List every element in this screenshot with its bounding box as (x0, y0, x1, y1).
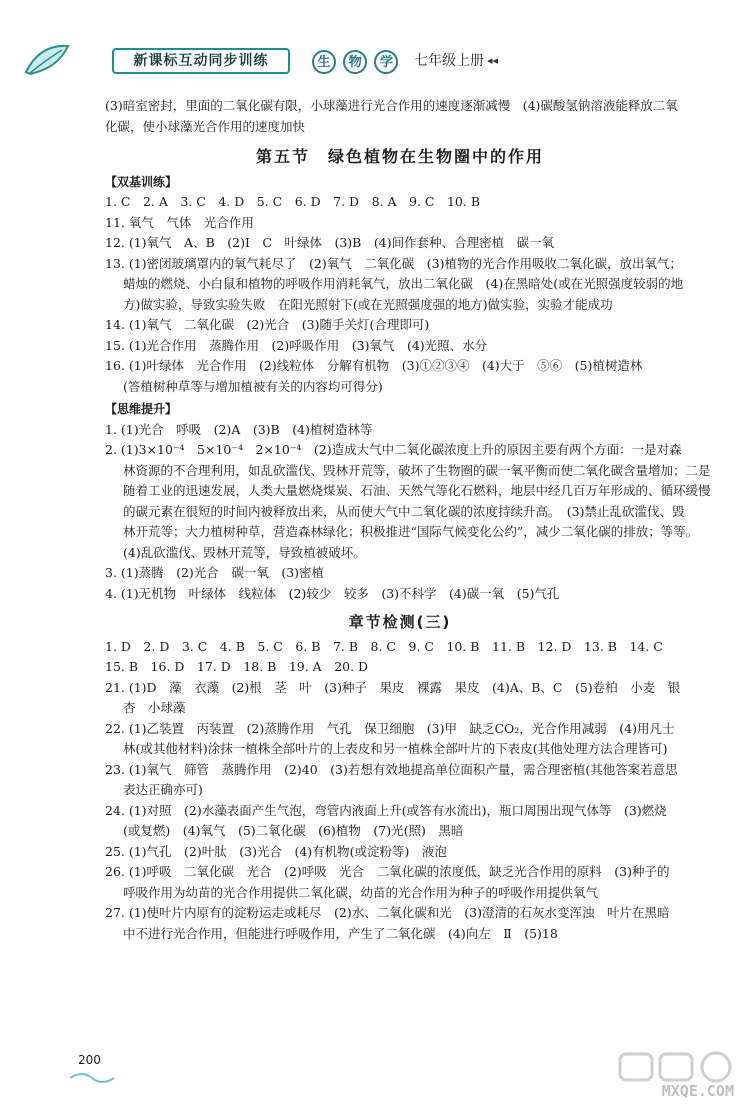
answer-line: 的碳元素在很短的时间内被释放出来，从而使大气中二氧化碳的浓度持续升高。 (3)禁止乱砍滥伐、毁 (123, 503, 685, 519)
subject-title (312, 48, 400, 74)
answer-line: 林资源的不合理利用，如乱砍滥伐、毁林开荒等，破坏了生物圈的碳一氧平衡而使二氧化碳含量增加；二是 (123, 462, 711, 478)
answer-line: 14. (1)氧气 二氧化碳 (2)光合 (3)随手关灯(合理即可) (105, 317, 430, 332)
answer-line: 13. (1)密闭玻璃罩内的氧气耗尽了 (2)氧气 二氧化碳 (3)植物的光合作用吸收二氧化碳，放出氧气； (105, 255, 682, 271)
answer-line: 23. (1)氧气 筛管 蒸腾作用 (2)40 (3)若想有效地提高单位面积产量，需合理密植(其他答案若意思 (105, 761, 678, 777)
answer-line: 1. D 2. D 3. C 4. B 5. C 6. B 7. B 8. C 9. C 10. B 11. B 12. D 13. B 14. C (105, 638, 663, 654)
watermark-logo-icon (612, 1050, 740, 1084)
answer-line: 中不进行光合作用，但能进行呼吸作用，产生了二氧化碳 (4)向左 Ⅱ (5)18 (123, 925, 558, 941)
answer-line: 呼吸作用为幼苗的光合作用提供二氧化碳，幼苗的光合作用为种子的呼吸作用提供氧气 (123, 884, 599, 900)
arrows-icon: ◂◂ (487, 54, 499, 67)
answer-line: 12. (1)氧气 A、B (2)Ⅰ C 叶绿体 (3)B (4)间作套种、合理密植 碳一氧 (105, 235, 555, 250)
answer-line: 26. (1)呼吸 二氧化碳 光合 (2)呼吸 光合 二氧化碳的浓度低，缺乏光合作用的原料 (3)种子的 (105, 864, 670, 879)
subject-char: 物 (343, 50, 367, 74)
answer-line: 蜡烛的燃烧、小白鼠和植物的呼吸作用消耗氧气，放出二氧化碳 (4)在黑暗处(或在光照强度较弱的地 (123, 276, 684, 291)
watermark (612, 1050, 740, 1102)
answer-line: 25. (1)气孔 (2)叶肽 (3)光合 (4)有机物(或淀粉等) 液泡 (105, 843, 447, 859)
answer-line: 2. (1)3×10⁻⁴ 5×10⁻⁴ 2×10⁻⁴ (2)造成大气中二氧化碳浓度上升的原因主要有两个方面：一是对森 (105, 442, 682, 457)
answer-line: 林开荒等；大力植树种草，营造森林绿化；积极推进“国际气候变化公约”，减少二氧化碳的排放；等等。 (123, 524, 699, 539)
answer-line: 林(或其他材料)涂抹一植株全部叶片的上表皮和另一植株全部叶片的下表皮(其他处理方法合理皆可) (123, 741, 668, 756)
answer-line: 随着工业的迅速发展，人类大量燃烧煤炭、石油、天然气等化石燃料，地层中经几百万年形成的、循环缓慢 (123, 483, 711, 498)
series-banner: 新课标互动同步训练 (112, 48, 290, 74)
answer-line: 15. B 16. D 17. D 18. B 19. A 20. D (105, 659, 369, 674)
subsection-label: 【思维提升】 (105, 402, 178, 416)
answer-line: 3. (1)蒸腾 (2)光合 碳一氧 (3)密植 (105, 565, 325, 580)
subject-char: 生 (312, 50, 336, 74)
page-header (22, 38, 542, 82)
answer-line: 16. (1)叶绿体 光合作用 (2)线粒体 分解有机物 (3)①②③④ (4)大于 ⑤⑥ (5)植树造林 (105, 358, 643, 373)
swirl-decoration-icon (68, 1070, 116, 1084)
section-title: 第五节 绿色植物在生物圈中的作用 (255, 147, 544, 166)
subsection-label: 【双基训练】 (105, 174, 178, 189)
answer-line: 11. 氧气 气体 光合作用 (105, 214, 254, 230)
watermark-text: MXQE.COM (661, 1082, 734, 1100)
answer-line: 方)做实验，导致实验失败 在阳光照射下(或在光照强度强的地方)做实验，实验才能成功 (123, 296, 613, 312)
subject-char: 学 (374, 50, 398, 74)
answer-line: 杏 小球藻 (123, 700, 186, 715)
answer-line: 表达正确亦可) (123, 782, 203, 797)
answer-line: 1. C 2. A 3. C 4. D 5. C 6. D 7. D 8. A 9. C 10. B (105, 194, 481, 209)
page-number: 200 (78, 1053, 101, 1067)
answer-content (105, 96, 711, 944)
answer-line: 22. (1)乙装置 丙装置 (2)蒸腾作用 气孔 保卫细胞 (3)甲 缺乏CO₂，光合作用减弱 (4)用凡士 (105, 720, 675, 736)
answer-line: 24. (1)对照 (2)水藻表面产生气泡，弯管内液面上升(或答有水流出)，瓶口周围出现气体等 (3)燃烧 (105, 802, 667, 818)
answer-line: (4)乱砍滥伐、毁林开荒等，导致植被破坏。 (123, 544, 366, 560)
leaf-logo-icon (22, 40, 74, 80)
chapter-title: 章节检测(三) (348, 613, 452, 631)
answer-line: 4. (1)无机物 叶绿体 线粒体 (2)较少 较多 (3)不科学 (4)碳一氧 (5)气孔 (105, 585, 560, 601)
answer-line: 15. (1)光合作用 蒸腾作用 (2)呼吸作用 (3)氧气 (4)光照、水分 (105, 337, 488, 353)
text-line: 化碳，使小球藻光合作用的速度加快 (105, 118, 306, 134)
answer-line: 21. (1)D 藻 衣藻 (2)根 茎 叶 (3)种子 果皮 裸露 果皮 (4)A、B、C (5)卷柏 小麦 银 (105, 679, 681, 695)
answer-line: 1. (1)光合 呼吸 (2)A (3)B (4)植树造林等 (105, 421, 373, 437)
answer-line: (答植树种草等与增加植被有关的内容均可得分) (123, 378, 383, 394)
answer-line: (或复燃) (4)氧气 (5)二氧化碳 (6)植物 (7)光(照) 黑暗 (123, 823, 464, 838)
grade-label: 七年级上册 (414, 53, 484, 69)
text-line: (3)暗室密封，里面的二氧化碳有限，小球藻进行光合作用的速度逐渐减慢 (4)碳酸氢钠溶液能释放二氧 (105, 98, 678, 113)
answer-line: 27. (1)使叶片内原有的淀粉运走或耗尽 (2)水、二氧化碳和光 (3)澄清的石灰水变浑浊 叶片在黑暗 (105, 905, 670, 920)
